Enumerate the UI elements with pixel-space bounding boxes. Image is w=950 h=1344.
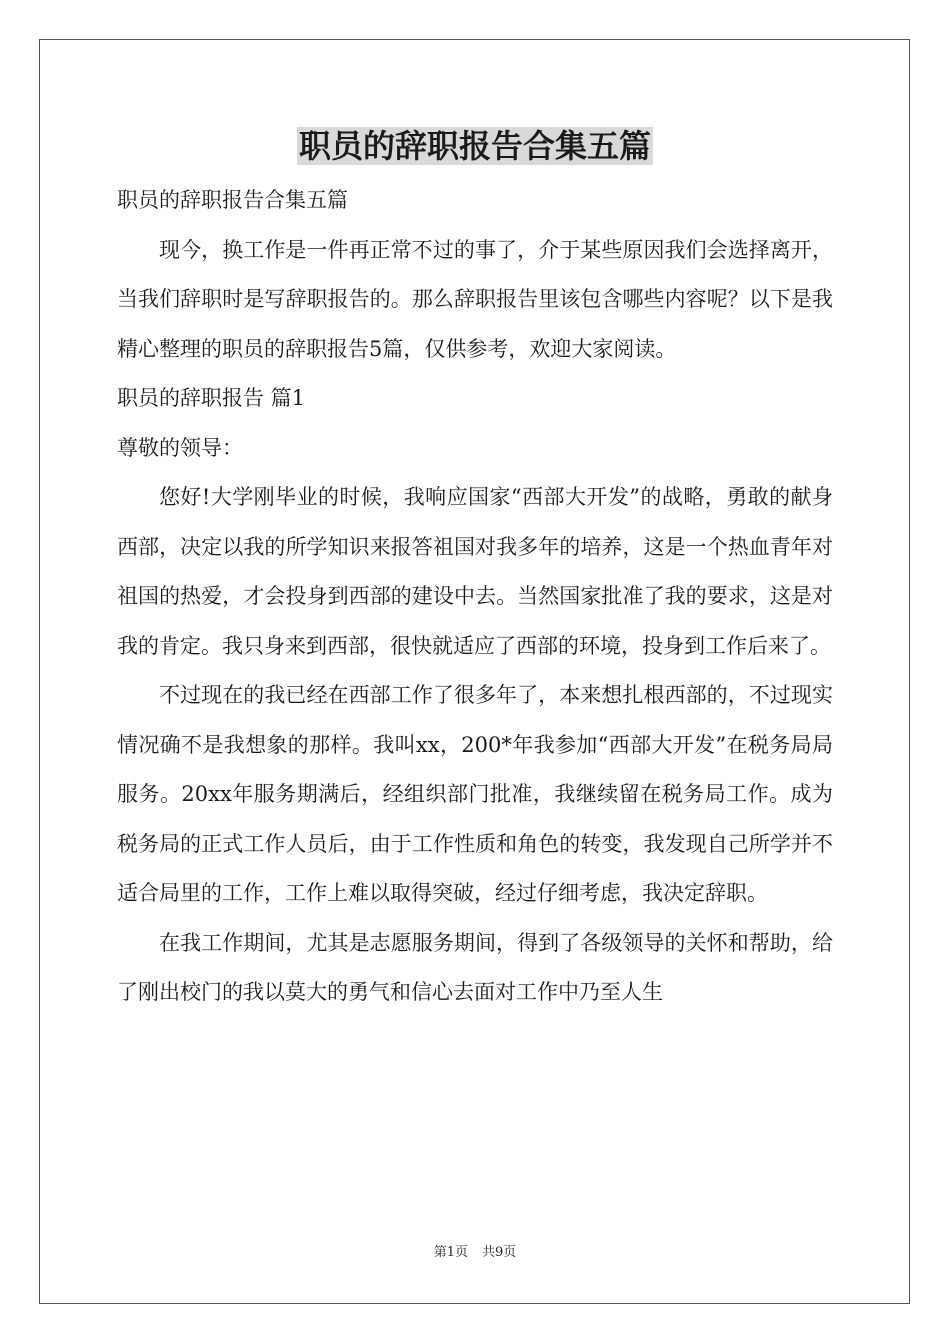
page-footer xyxy=(0,1244,950,1262)
document-title xyxy=(0,124,950,168)
paragraph-body-3: 在我工作期间，尤其是志愿服务期间，得到了各级领导的关怀和帮助，给了刚出校门的我以莫大的勇气和信心去面对工作中乃至人生 xyxy=(117,930,833,1004)
document-body xyxy=(117,176,833,1018)
page-number: 第1页 xyxy=(433,1245,468,1260)
section-heading: 职员的辞职报告 篇1 xyxy=(117,386,306,410)
salutation: 尊敬的领导： xyxy=(117,435,243,460)
page-total: 共9页 xyxy=(482,1245,517,1260)
document-title-text: 职员的辞职报告合集五篇 xyxy=(298,127,651,165)
paragraph-body-1: 您好!大学刚毕业的时候，我响应国家“西部大开发”的战略，勇敢的献身西部，决定以我的所学知识来报答祖国对我多年的培养，这是一个热血青年对祖国的热爱，才会投身到西部的建设中去。当然国家批准了我的要求，这是对我的肯定。我只身来到西部，很快就适应了西部的环境，投身到工作后来了。 xyxy=(117,485,833,658)
paragraph-subtitle: 职员的辞职报告合集五篇 xyxy=(117,188,348,212)
paragraph-intro: 现今，换工作是一件再正常不过的事了，介于某些原因我们会选择离开，当我们辞职时是写辞职报告的。那么辞职报告里该包含哪些内容呢？以下是我精心整理的职员的辞职报告5篇，仅供参考，欢迎大家阅读。 xyxy=(117,237,833,361)
paragraph-body-2: 不过现在的我已经在西部工作了很多年了，本来想扎根西部的，不过现实情况确不是我想象的那样。我叫xx，200*年我参加“西部大开发”在税务局局服务。20xx年服务期满后，经组织部门批准，我继续留在税务局工作。成为税务局的正式工作人员后，由于工作性质和角色的转变，我发现自己所学并不适合局里的工作，工作上难以取得突破，经过仔细考虑，我决定辞职。 xyxy=(117,683,833,905)
